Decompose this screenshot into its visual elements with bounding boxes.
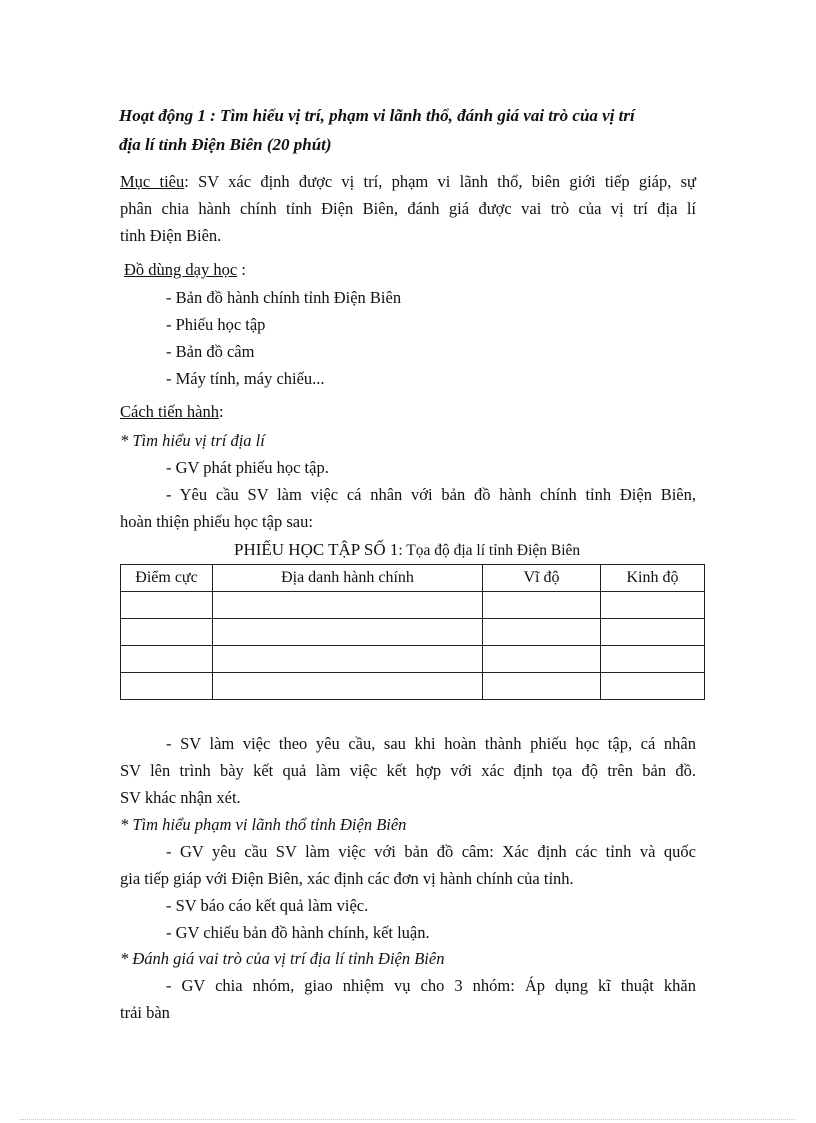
objective-line2: phân chia hành chính tỉnh Điện Biên, đánh giá được vai trò của vị trí địa lí: [120, 199, 696, 218]
section1-step2-line2: hoàn thiện phiếu học tập sau:: [120, 512, 313, 531]
table-cell: [213, 646, 483, 673]
worksheet-title: [234, 537, 580, 564]
table-cell: [121, 673, 213, 700]
table-cell: [483, 673, 601, 700]
activity-title: [119, 101, 699, 159]
materials-label: Đồ dùng dạy học: [124, 260, 238, 279]
table-row: [121, 673, 705, 700]
table-cell: [121, 592, 213, 619]
materials-item: - Bản đồ hành chính tỉnh Điện Biên: [166, 288, 402, 307]
activity-title-line1: Hoạt động 1 : Tìm hiểu vị trí, phạm vi lãnh thổ, đánh giá vai trò của vị trí: [119, 106, 635, 125]
table-cell: [601, 673, 705, 700]
column-header-longitude: Kinh độ: [601, 565, 705, 592]
table-cell: [483, 619, 601, 646]
section3-step1-line1: - GV chia nhóm, giao nhiệm vụ cho 3 nhóm: Áp dụng kĩ thuật khăn: [166, 976, 696, 995]
table-cell: [601, 646, 705, 673]
table-cell: [483, 592, 601, 619]
section1-step1: - GV phát phiếu học tập.: [166, 458, 329, 477]
section-heading-territory: * Tìm hiểu phạm vi lãnh thổ tỉnh Điện Biên: [120, 815, 407, 834]
objective-label: Mục tiêu: [120, 172, 185, 191]
after-table-line2: SV lên trình bày kết quả làm việc kết hợp với xác định tọa độ trên bản đồ.: [120, 761, 696, 780]
table-cell: [483, 646, 601, 673]
procedure-label: Cách tiến hành: [120, 402, 219, 421]
objective-text-1: : SV xác định được vị trí, phạm vi lãnh thổ, biên giới tiếp giáp, sự: [184, 172, 696, 191]
section-heading-role: * Đánh giá vai trò của vị trí địa lí tỉnh Điện Biên: [120, 949, 445, 968]
column-header-extreme-point: Điểm cực: [121, 565, 213, 592]
materials-heading: Đồ dùng dạy học :: [124, 260, 246, 279]
section2-step1-line2: gia tiếp giáp với Điện Biên, xác định các đơn vị hành chính của tỉnh.: [120, 869, 574, 888]
column-header-latitude: Vĩ độ: [483, 565, 601, 592]
table-cell: [601, 619, 705, 646]
table-cell: [213, 592, 483, 619]
section1-step2-line1: - Yêu cầu SV làm việc cá nhân với bản đồ hành chính tỉnh Điện Biên,: [166, 485, 696, 504]
table-cell: [213, 619, 483, 646]
worksheet-title-sub: : Tọa độ địa lí tỉnh Điện Biên: [398, 542, 581, 559]
materials-item: - Phiếu học tập: [166, 315, 266, 334]
objective-line3: tỉnh Điện Biên.: [120, 226, 222, 245]
after-table-line1: - SV làm việc theo yêu cầu, sau khi hoàn thành phiếu học tập, cá nhân: [166, 734, 696, 753]
table-cell: [213, 673, 483, 700]
objective-line1: [120, 169, 696, 196]
section2-step3: - GV chiếu bản đồ hành chính, kết luận.: [166, 923, 430, 942]
table-header-row: [121, 565, 705, 592]
section2-step1-line1: - GV yêu cầu SV làm việc với bản đồ câm: Xác định các tỉnh và quốc: [166, 842, 696, 861]
materials-item: - Bản đồ câm: [166, 342, 255, 361]
table-cell: [601, 592, 705, 619]
section-heading-location: * Tìm hiểu vị trí địa lí: [120, 431, 265, 450]
page-bottom-divider: [20, 1119, 796, 1120]
activity-title-line2: địa lí tỉnh Điện Biên (20 phút): [119, 135, 332, 154]
section2-step2: - SV báo cáo kết quả làm việc.: [166, 896, 369, 915]
table-cell: [121, 646, 213, 673]
procedure-heading: Cách tiến hành:: [120, 402, 224, 421]
column-header-place-name: Địa danh hành chính: [213, 565, 483, 592]
section3-step1-line2: trải bàn: [120, 1003, 170, 1022]
worksheet-table: [120, 564, 705, 700]
after-table-line3: SV khác nhận xét.: [120, 788, 241, 807]
table-row: [121, 592, 705, 619]
worksheet-title-main: PHIẾU HỌC TẬP SỐ 1: [234, 540, 399, 559]
table-row: [121, 619, 705, 646]
table-cell: [121, 619, 213, 646]
materials-item: - Máy tính, máy chiếu...: [166, 369, 325, 388]
table-row: [121, 646, 705, 673]
